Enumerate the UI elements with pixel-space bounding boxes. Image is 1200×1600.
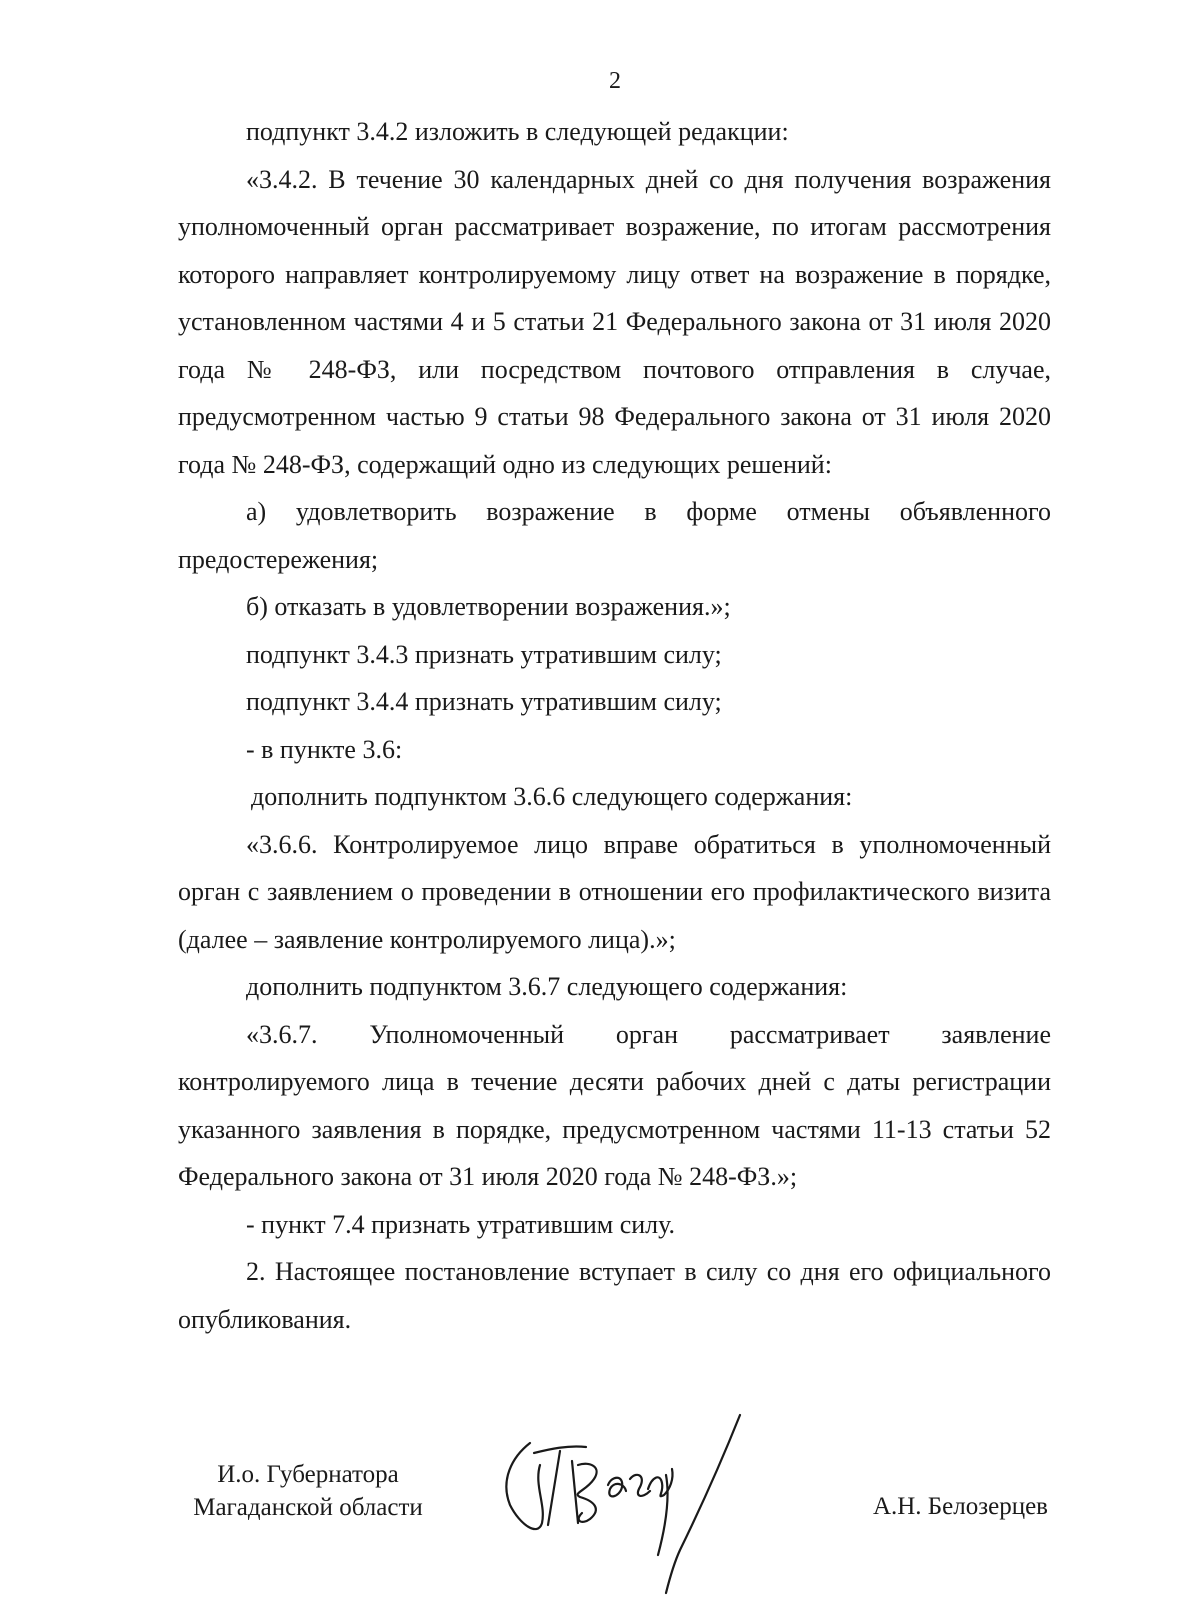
paragraph-3-4-2-text: «3.4.2. В течение 30 календарных дней со дня получения возражения уполномоченный орган рассматривает возражение, по итогам рассмотрения которого направляет контролируемому лицу ответ на возражение в порядке, установленном частями 4 и 5 статьи 21 Федерального закона от 31 июля 2020 года № 248-ФЗ, или посредством почтового отправления в случае, предусмотренном частью 9 статьи 98 Федерального закона от 31 июля 2020 года № 248-ФЗ, содержащий одно из следующих решений: [178,164,1051,479]
signatory-title-line2: Магаданской области [193,1494,423,1521]
handwritten-signature [490,1405,760,1595]
paragraph-point-7-4: - пункт 7.4 признать утратившим силу. [246,1209,676,1239]
paragraph-3-4-3: подпункт 3.4.3 признать утратившим силу; [246,639,722,669]
paragraph-option-a: а) удовлетворить возражение в форме отмены объявленного предостережения; [178,497,1051,574]
document-body [178,108,1051,1343]
paragraph-point-3-6: - в пункте 3.6: [246,734,403,764]
signatory-title-line1: И.о. Губернатора [217,1461,399,1488]
paragraph-3-4-4: подпункт 3.4.4 признать утратившим силу; [246,687,722,716]
paragraph-3-6-6-text: «3.6.6. Контролируемое лицо вправе обратиться в уполномоченный орган с заявлением о проведении в отношении его профилактического визита (далее – заявление контролируемого лица).»; [178,829,1051,954]
paragraph-3-6-7-text: «3.6.7. Уполномоченный орган рассматривает заявление контролируемого лица в течение десяти рабочих дней с даты регистрации указанного заявления в порядке, предусмотренном частями 11-13 статьи 52 Федерального закона от 31 июля 2020 года № 248-ФЗ.»; [178,1019,1051,1191]
paragraph-intro-3-4-2: подпункт 3.4.2 изложить в следующей редакции: [246,117,789,146]
signatory-name: А.Н. Белозерцев [872,1493,1048,1520]
paragraph-add-3-6-7: дополнить подпунктом 3.6.7 следующего содержания: [246,972,848,1001]
signatory-title [178,1458,438,1524]
paragraph-add-3-6-6: дополнить подпунктом 3.6.6 следующего содержания: [251,782,853,811]
page-number: 2 [609,68,621,94]
paragraph-effective-date: 2. Настоящее постановление вступает в силу со дня его официального опубликования. [178,1257,1051,1334]
paragraph-option-b: б) отказать в удовлетворении возражения.»; [246,592,731,621]
